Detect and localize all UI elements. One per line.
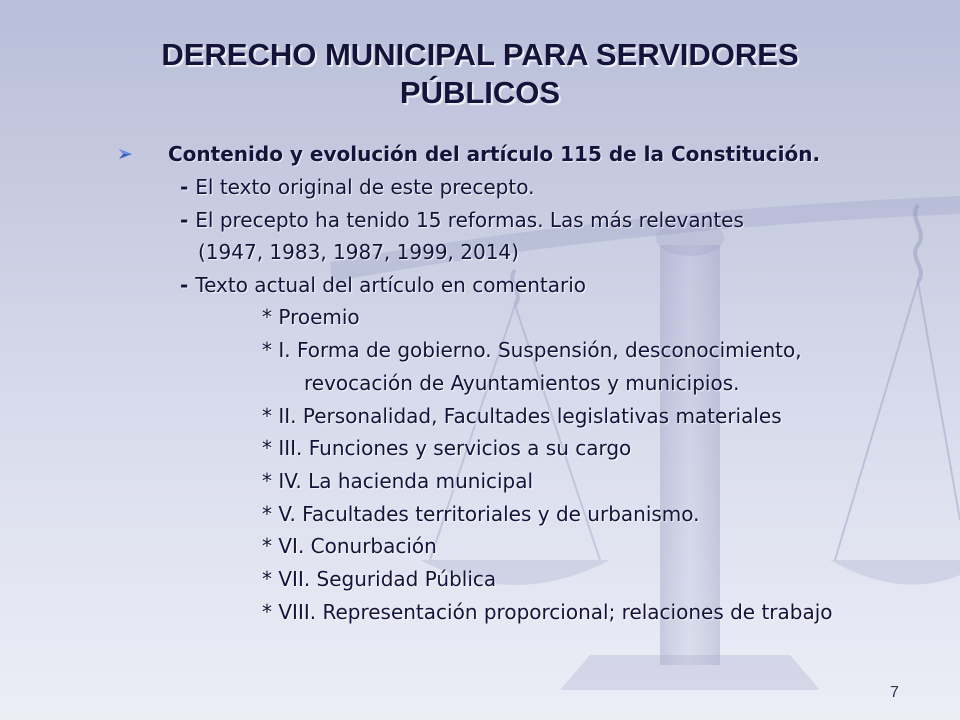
section-item: * III. Funciones y servicios a su cargo: [262, 436, 632, 460]
section-item: * VI. Conurbación: [262, 534, 437, 558]
section-item: * II. Personalidad, Facultades legislativas materiales: [262, 404, 782, 428]
list-item-dash: -: [180, 208, 196, 232]
section-item: * V. Facultades territoriales y de urbanismo.: [262, 502, 700, 526]
section-item-continuation: revocación de Ayuntamientos y municipios.: [304, 371, 740, 395]
list-item-text: El precepto ha tenido 15 reformas. Las más relevantes: [195, 208, 744, 232]
list-item-text: (1947, 1983, 1987, 1999, 2014): [198, 240, 519, 264]
list-item: [198, 240, 519, 264]
list-item: [180, 208, 744, 232]
list-item-dash: -: [180, 273, 196, 297]
title-line-2: PÚBLICOS: [399, 75, 561, 110]
list-item-text: El texto original de este precepto.: [195, 175, 535, 199]
page-number: 7: [890, 684, 899, 701]
list-item-dash: -: [180, 175, 196, 199]
section-item: * VII. Seguridad Pública: [262, 567, 497, 591]
title-line-1: DERECHO MUNICIPAL PARA SERVIDORES: [161, 37, 799, 72]
section-item: * Proemio: [262, 305, 360, 329]
main-bullet-heading: Contenido y evolución del artículo 115 de la Constitución.: [168, 142, 821, 166]
list-item: [180, 273, 586, 297]
section-item: * I. Forma de gobierno. Suspensión, desconocimiento,: [262, 338, 802, 362]
section-item: * VIII. Representación proporcional; relaciones de trabajo: [262, 600, 833, 624]
section-item: * IV. La hacienda municipal: [262, 469, 534, 493]
list-item-text: Texto actual del artículo en comentario: [195, 273, 587, 297]
list-item: [180, 175, 534, 199]
